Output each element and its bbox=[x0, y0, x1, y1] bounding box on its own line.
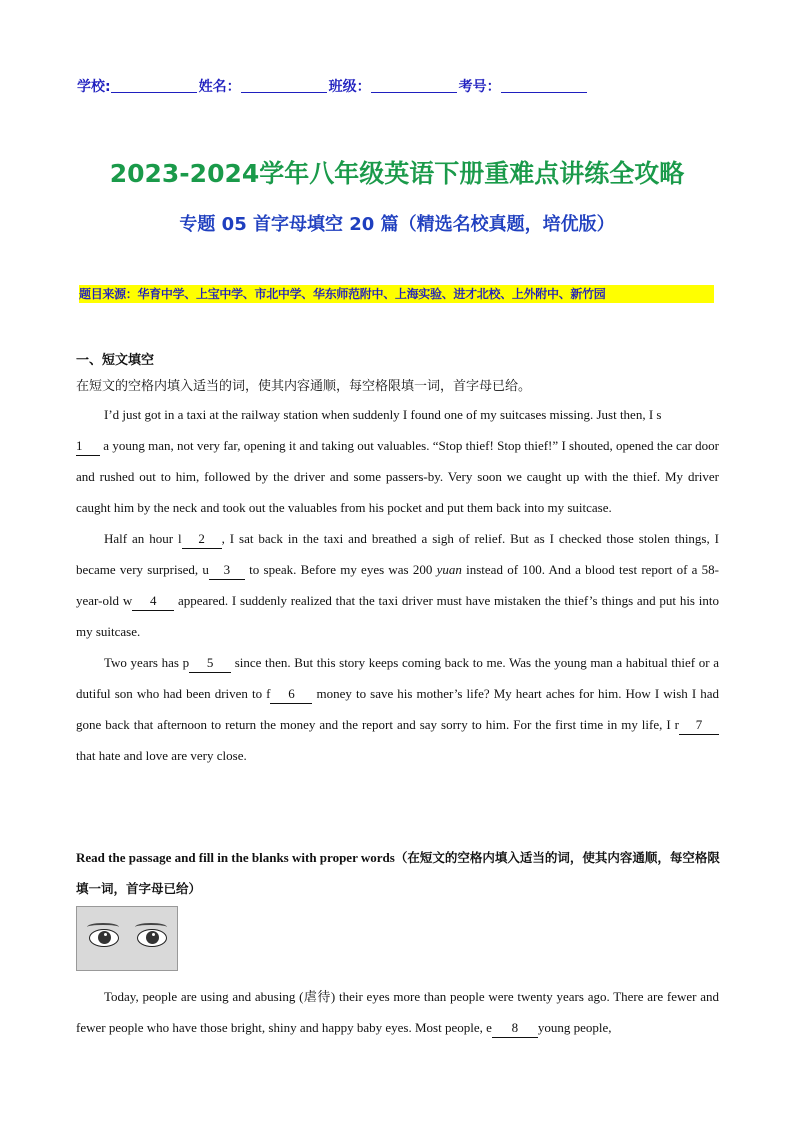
paragraph-2: Half an hour l 2 , I sat back in the taxi and breathed a sigh of relief. But as I checked those stolen things, I became very surprised, u 3 to speak. Before my eyes was 200 yuan instead of 100. And a blood test report of a 58-year-old w 4 appeared. I suddenly realized that the taxi driver must have mistaken the thief’s things and put his into my suitcase. bbox=[76, 531, 719, 639]
school-blank bbox=[111, 78, 197, 93]
section-instruction: 在短文的空格内填入适当的词，使其内容通顺，每空格限填一词，首字母已给。 bbox=[76, 379, 532, 394]
source-banner: 题目来源：华育中学、上宝中学、市北中学、华东师范附中、上海实验、进才北校、上外附中、新竹园 bbox=[79, 285, 714, 303]
name-blank bbox=[241, 78, 327, 93]
blank-8: 8 bbox=[492, 1019, 538, 1038]
blank-4: 4 bbox=[132, 592, 174, 611]
exam-no-label: 考号： bbox=[458, 79, 501, 95]
eyes-image bbox=[76, 906, 178, 971]
page-title: 2023-2024学年八年级英语下册重难点讲练全攻略 bbox=[109, 159, 685, 188]
paragraph-4: Today, people are using and abusing (虐待) their eyes more than people were twenty years ago. There are fewer and fewer people who have those bright, shiny and happy baby eyes. Most people, e 8 young people, bbox=[76, 981, 719, 1043]
paragraph-1: I’d just got in a taxi at the railway station when suddenly I found one of my suitcases missing. Just then, I s 1 a young man, not very far, opening it and taking out valuables. “Stop thief! Stop thief!” I shouted, opened the car door and rushed out to him, followed by the driver and some passers-by. Very soon we caught up with the thief. My driver caught him by the neck and took out the valuables from his pocket and put them back into my suitcase. bbox=[76, 407, 719, 515]
school-label: 学校: bbox=[77, 79, 111, 95]
blank-5: 5 bbox=[189, 654, 231, 673]
exam-no-blank bbox=[501, 78, 587, 93]
paragraph-3: Two years has p 5 since then. But this story keeps coming back to me. Was the young man a habitual thief or a dutiful son who had been driven to f 6 money to save his mother’s life? My heart aches for him. How I wish I had gone back that afternoon to return the money and the report and say sorry to him. For the first time in my life, I r 7 that hate and love are very close. bbox=[76, 655, 719, 763]
passage-2 bbox=[76, 981, 719, 1043]
passage-1 bbox=[76, 399, 719, 771]
section-heading: 一、短文填空 bbox=[76, 353, 155, 368]
section-2-heading: Read the passage and fill in the blanks with proper words（在短文的空格内填入适当的词，使其内容通顺，每空格限填一词，首字母已给） bbox=[76, 850, 720, 896]
blank-7: 7 bbox=[679, 716, 719, 735]
class-blank bbox=[371, 78, 457, 93]
name-label: 姓名： bbox=[198, 79, 241, 95]
class-label: 班级： bbox=[328, 79, 371, 95]
student-info-line bbox=[77, 76, 589, 96]
blank-6: 6 bbox=[270, 685, 312, 704]
blank-2: 2 bbox=[182, 530, 222, 549]
page-subtitle: 专题 05 首字母填空 20 篇（精选名校真题，培优版） bbox=[179, 214, 615, 235]
blank-1: 1 bbox=[76, 437, 100, 456]
blank-3: 3 bbox=[209, 561, 245, 580]
